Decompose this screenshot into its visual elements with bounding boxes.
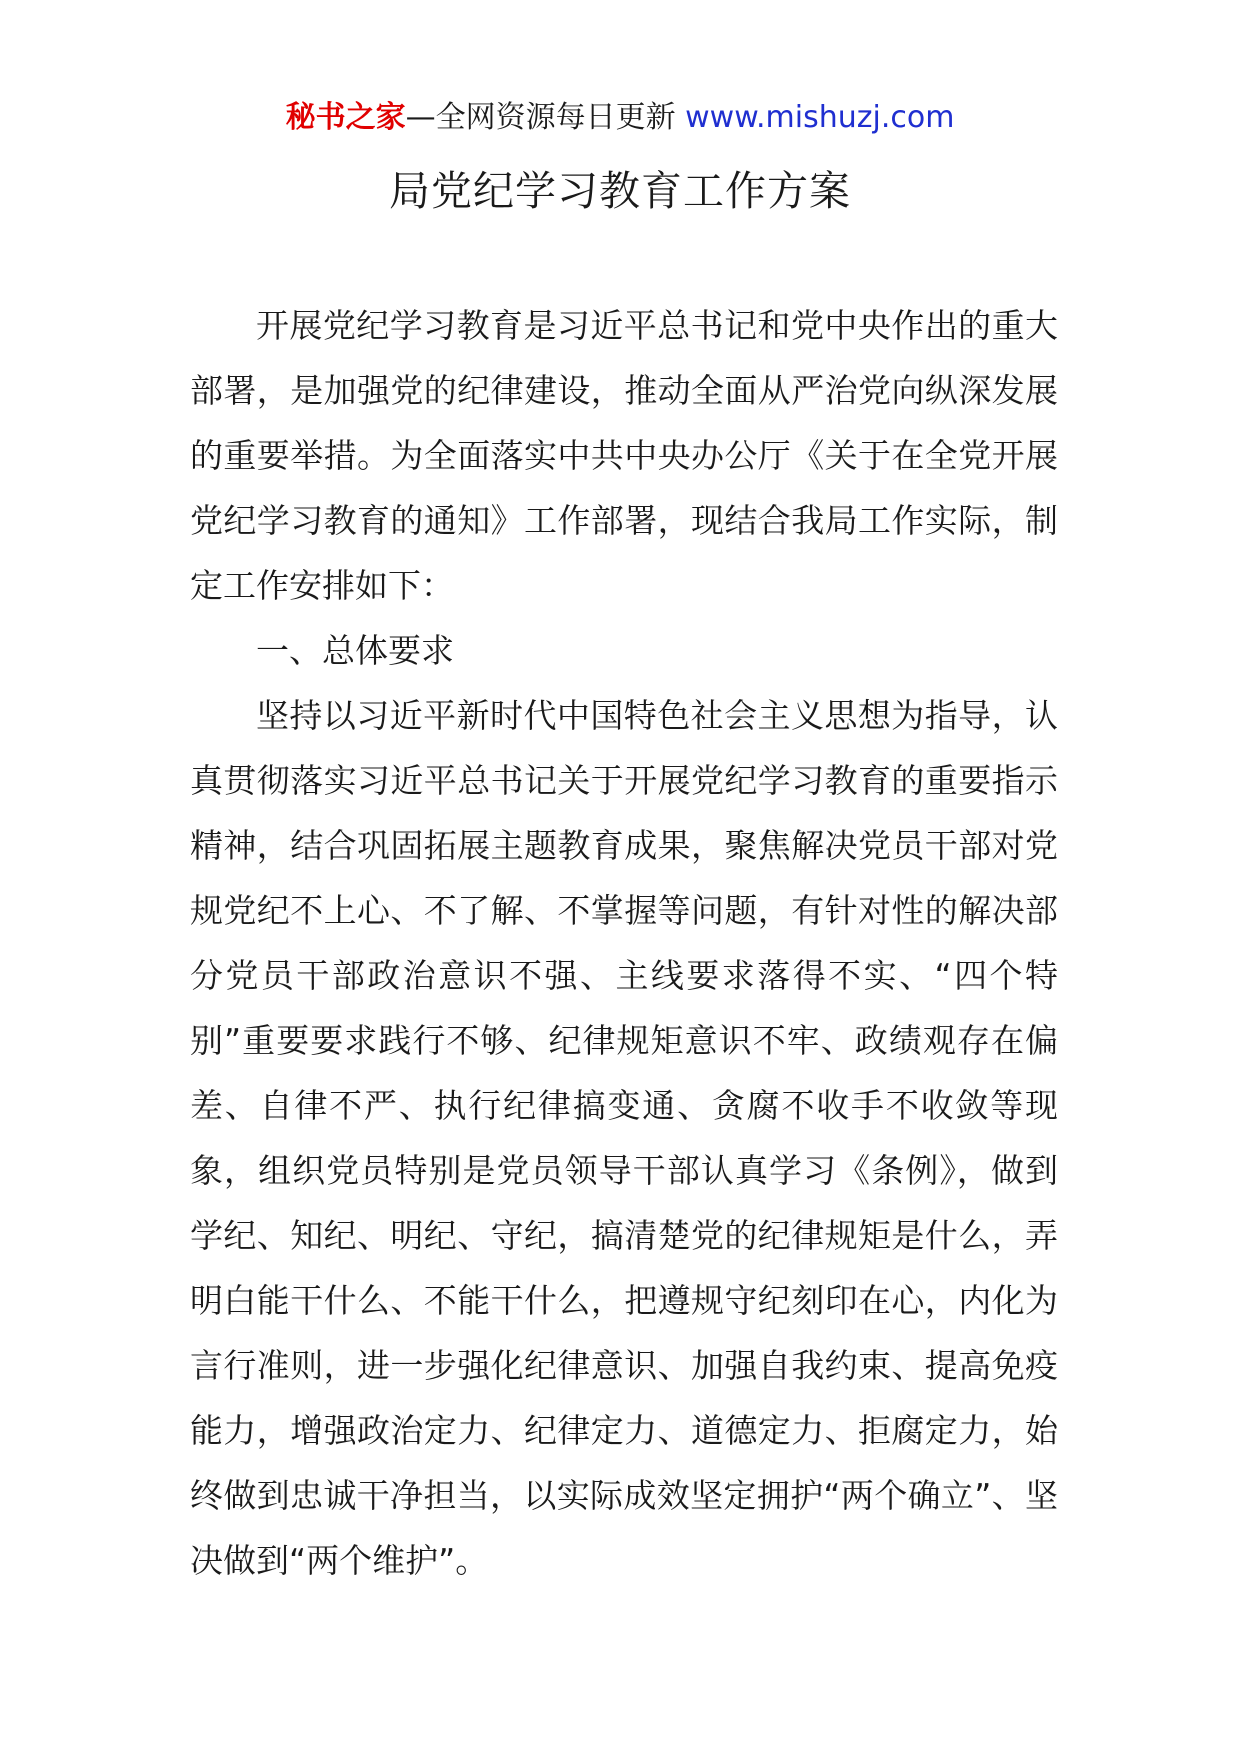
requirements-paragraph: 坚持以习近平新时代中国特色社会主义思想为指导，认真贯彻落实习近平总书记关于开展党纪学习教育的重要指示精神，结合巩固拓展主题教育成果，聚焦解决党员干部对党规党纪不上心、不了解、不掌握等问题，有针对性的解决部分党员干部政治意识不强、主线要求落得不实、“四个特别”重要要求践行不够、纪律规矩意识不牢、政绩观存在偏差、自律不严、执行纪律搞变通、贪腐不收手不收敛等现象，组织党员特别是党员领导干部认真学习《条例》，做到学纪、知纪、明纪、守纪，搞清楚党的纪律规矩是什么，弄明白能干什么、不能干什么，把遵规守纪刻印在心，内化为言行准则，进一步强化纪律意识、加强自我约束、提高免疫能力，增强政治定力、纪律定力、道德定力、拒腐定力，始终做到忠诚干净担当，以实际成效坚定拥护“两个确立”、坚决做到“两个维护”。 bbox=[190, 696, 1058, 1580]
document-body bbox=[190, 293, 1058, 1593]
site-url[interactable]: www.mishuzj.com bbox=[685, 100, 955, 135]
header-tagline: —全网资源每日更新 bbox=[405, 100, 676, 135]
site-header bbox=[0, 98, 1240, 138]
brand-name: 秘书之家 bbox=[285, 100, 406, 135]
intro-paragraph: 开展党纪学习教育是习近平总书记和党中央作出的重大部署，是加强党的纪律建设，推动全面从严治党向纵深发展的重要举措。为全面落实中共中央办公厅《关于在全党开展党纪学习教育的通知》工作部署，现结合我局工作实际，制定工作安排如下： bbox=[190, 306, 1058, 605]
section-heading: 一、总体要求 bbox=[256, 631, 454, 670]
document-title: 局党纪学习教育工作方案 bbox=[389, 167, 851, 215]
